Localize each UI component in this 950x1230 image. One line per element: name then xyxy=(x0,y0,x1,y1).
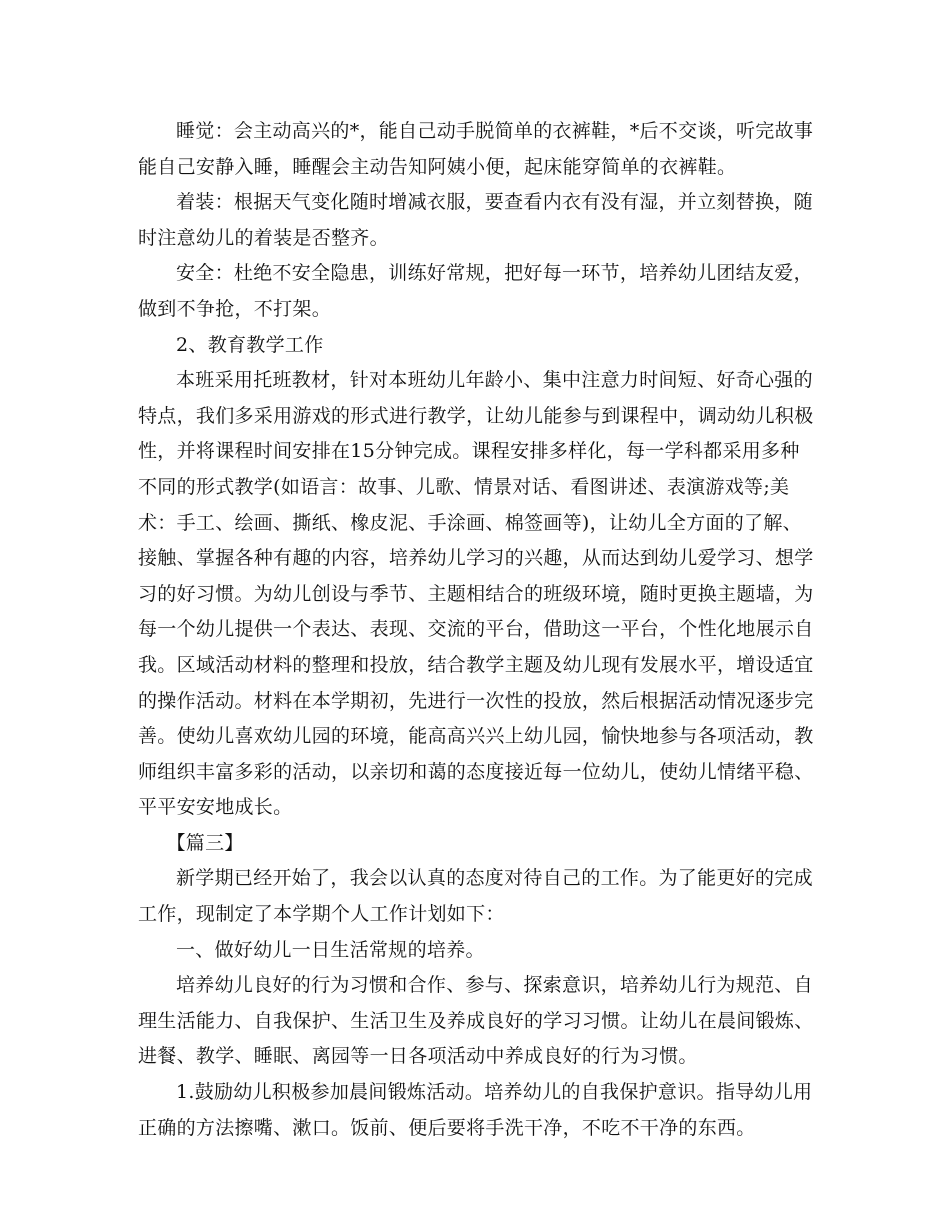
paragraph-morning-exercise: 1.鼓励幼儿积极参加晨间锻炼活动。培养幼儿的自我保护意识。指导幼儿用正确的方法擦嘴、漱口。饭前、便后要将手洗干净，不吃不干净的东西。 xyxy=(138,1081,813,1139)
paragraph-new-semester: 新学期已经开始了，我会以认真的态度对待自己的工作。为了能更好的完成工作，现制定了本学期个人工作计划如下： xyxy=(138,867,813,926)
paragraph-safety: 安全：杜绝不安全隐患，训练好常规，把好每一环节，培养幼儿团结友爱，做到不争抢，不打架。 xyxy=(138,262,813,320)
section-heading-daily-routine: 一、做好幼儿一日生活常规的培养。 xyxy=(176,938,485,961)
paragraph-dressing: 着装：根据天气变化随时增减衣服，要查看内衣有没有湿，并立刻替换，随时注意幼儿的着装是否整齐。 xyxy=(138,191,813,249)
section-heading-teaching: 2、教育教学工作 xyxy=(176,333,324,356)
paragraph-sleep: 睡觉：会主动高兴的*，能自己动手脱简单的衣裤鞋，*后不交谈，听完故事能自己安静入睡，睡醒会主动告知阿姨小便，起床能穿简单的衣裤鞋。 xyxy=(138,120,814,178)
document-body xyxy=(138,114,818,1146)
paragraph-habits: 培养幼儿良好的行为习惯和合作、参与、探索意识，培养幼儿行为规范、自理生活能力、自我保护、生活卫生及养成良好的学习习惯。让幼儿在晨间锻炼、进餐、教学、睡眠、离园等一日各项活动中养成良好的行为习惯。 xyxy=(138,974,814,1068)
section-heading-part-three: 【篇三】 xyxy=(166,831,244,854)
paragraph-teaching: 本班采用托班教材，针对本班幼儿年龄小、集中注意力时间短、好奇心强的特点，我们多采用游戏的形式进行教学，让幼儿能参与到课程中，调动幼儿积极性，并将课程时间安排在15分钟完成。课程安排多样化，每一学科都采用多种不同的形式教学(如语言：故事、儿歌、情景对话、看图讲述、表演游戏等;美术：手工、绘画、撕纸、橡皮泥、手涂画、棉签画等)，让幼儿全方面的了解、接触、掌握各种有趣的内容，培养幼儿学习的兴趣，从而达到幼儿爱学习、想学习的好习惯。为幼儿创设与季节、主题相结合的班级环境，随时更换主题墙，为每一个幼儿提供一个表达、表现、交流的平台，借助这一平台，个性化地展示自我。区域活动材料的整理和投放，结合教学主题及幼儿现有发展水平，增设适宜的操作活动。材料在本学期初，先进行一次性的投放，然后根据活动情况逐步完善。使幼儿喜欢幼儿园的环境，能高高兴兴上幼儿园，愉快地参与各项活动，教师组织丰富多彩的活动，以亲切和蔼的态度接近每一位幼儿，使幼儿情绪平稳、平平安安地成长。 xyxy=(138,369,814,819)
